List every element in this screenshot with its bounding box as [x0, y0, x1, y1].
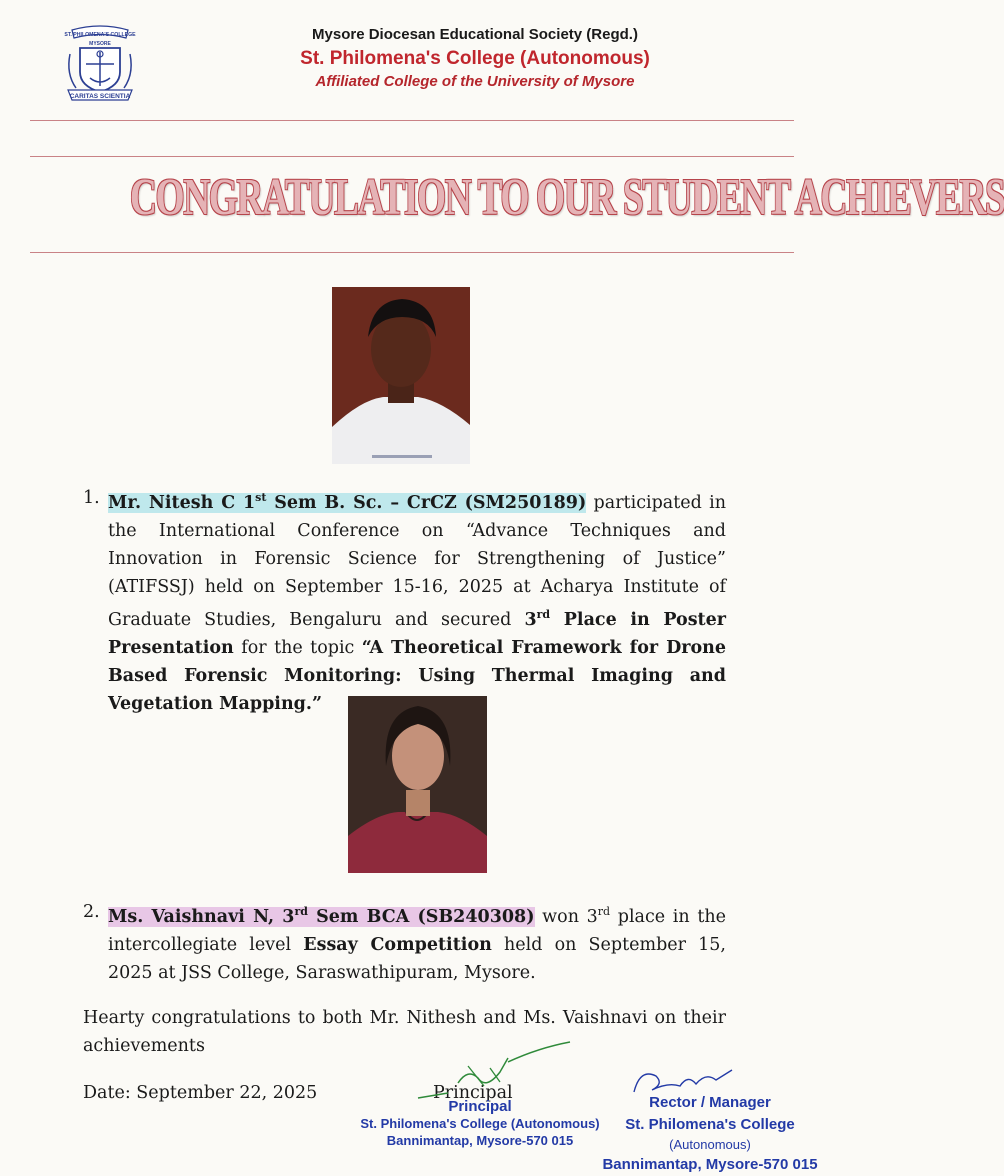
achievement-item-2	[108, 898, 726, 987]
item-text: place in the intercollegiate level	[108, 906, 726, 955]
item-text: won 3	[534, 906, 598, 927]
college-name: St. Philomena's College (Autonomous)	[300, 48, 650, 69]
title-bottom-divider	[30, 252, 794, 253]
stamp-address: Bannimantap, Mysore-570 015	[386, 1133, 574, 1148]
stamp-title: Principal	[448, 1098, 512, 1115]
place-number: 3	[524, 609, 537, 630]
student-name: Ms. Vaishnavi N, 3	[108, 906, 295, 927]
ordinal-suffix: rd	[294, 905, 308, 918]
student-photo-nitesh	[332, 287, 470, 464]
student-name-highlight	[108, 493, 586, 513]
item-number: 1.	[83, 488, 100, 508]
ordinal-suffix: rd	[536, 607, 551, 621]
student-details: Sem BCA (SB240308)	[307, 906, 535, 927]
stamp-college: St. Philomena's College (Autonomous)	[360, 1116, 600, 1131]
event-name: Essay Competition	[303, 934, 492, 955]
student-details: Sem B. Sc. – CrCZ (SM250189)	[266, 492, 587, 513]
ordinal-suffix: rd	[597, 905, 611, 918]
stamp-college: St. Philomena's College	[625, 1116, 795, 1133]
student-name-highlight	[108, 907, 535, 927]
letter-date: Date: September 22, 2025	[83, 1083, 318, 1103]
item-text: for the topic	[233, 637, 362, 658]
affiliation-line: Affiliated College of the University of Mysore	[315, 73, 635, 90]
achievement-item-1	[108, 484, 726, 718]
svg-text:CARITAS SCIENTIA: CARITAS SCIENTIA	[69, 93, 131, 100]
principal-label: Principal	[433, 1083, 513, 1103]
place-award: Place in Poster Presentation	[108, 609, 726, 658]
svg-text:ST. PHILOMENA'S COLLEGE: ST. PHILOMENA'S COLLEGE	[64, 32, 136, 38]
topic-title: “A Theoretical Framework for Drone Based Forensic Monitoring: Using Thermal Imaging and Vegetation Mapping.”	[108, 637, 726, 714]
principal-stamp	[355, 1098, 605, 1149]
item-number: 2.	[83, 902, 100, 922]
student-name: Mr. Nitesh C 1	[108, 492, 256, 513]
college-logo	[62, 24, 138, 104]
stamp-address: Bannimantap, Mysore-570 015	[602, 1156, 818, 1173]
page-title: CONGRATULATION TO OUR STUDENT ACHIEVERS	[129, 169, 1004, 226]
item-text: participated in the International Conference on “Advance Techniques and Innovation in Forensic Science for Strengthening of Justice” (ATIFSSJ) held on September 15-16, 2025 at Acharya Institute of Graduate Studies, Bengaluru and secured	[108, 492, 726, 630]
student-photo-vaishnavi	[348, 696, 487, 873]
header-divider	[30, 120, 794, 121]
title-top-divider	[30, 156, 794, 157]
item-text: held on September 15, 2025 at JSS College, Saraswathipuram, Mysore.	[108, 934, 726, 983]
closing-message: Hearty congratulations to both Mr. Nithesh and Ms. Vaishnavi on their achievements	[83, 1008, 726, 1056]
stamp-title: Rector / Manager	[649, 1094, 771, 1111]
ordinal-suffix: st	[255, 491, 267, 504]
stamp-status: (Autonomous)	[669, 1137, 751, 1152]
society-name: Mysore Diocesan Educational Society (Regd.)	[312, 26, 638, 43]
rector-stamp	[600, 1092, 820, 1176]
svg-text:MYSORE: MYSORE	[89, 41, 111, 47]
